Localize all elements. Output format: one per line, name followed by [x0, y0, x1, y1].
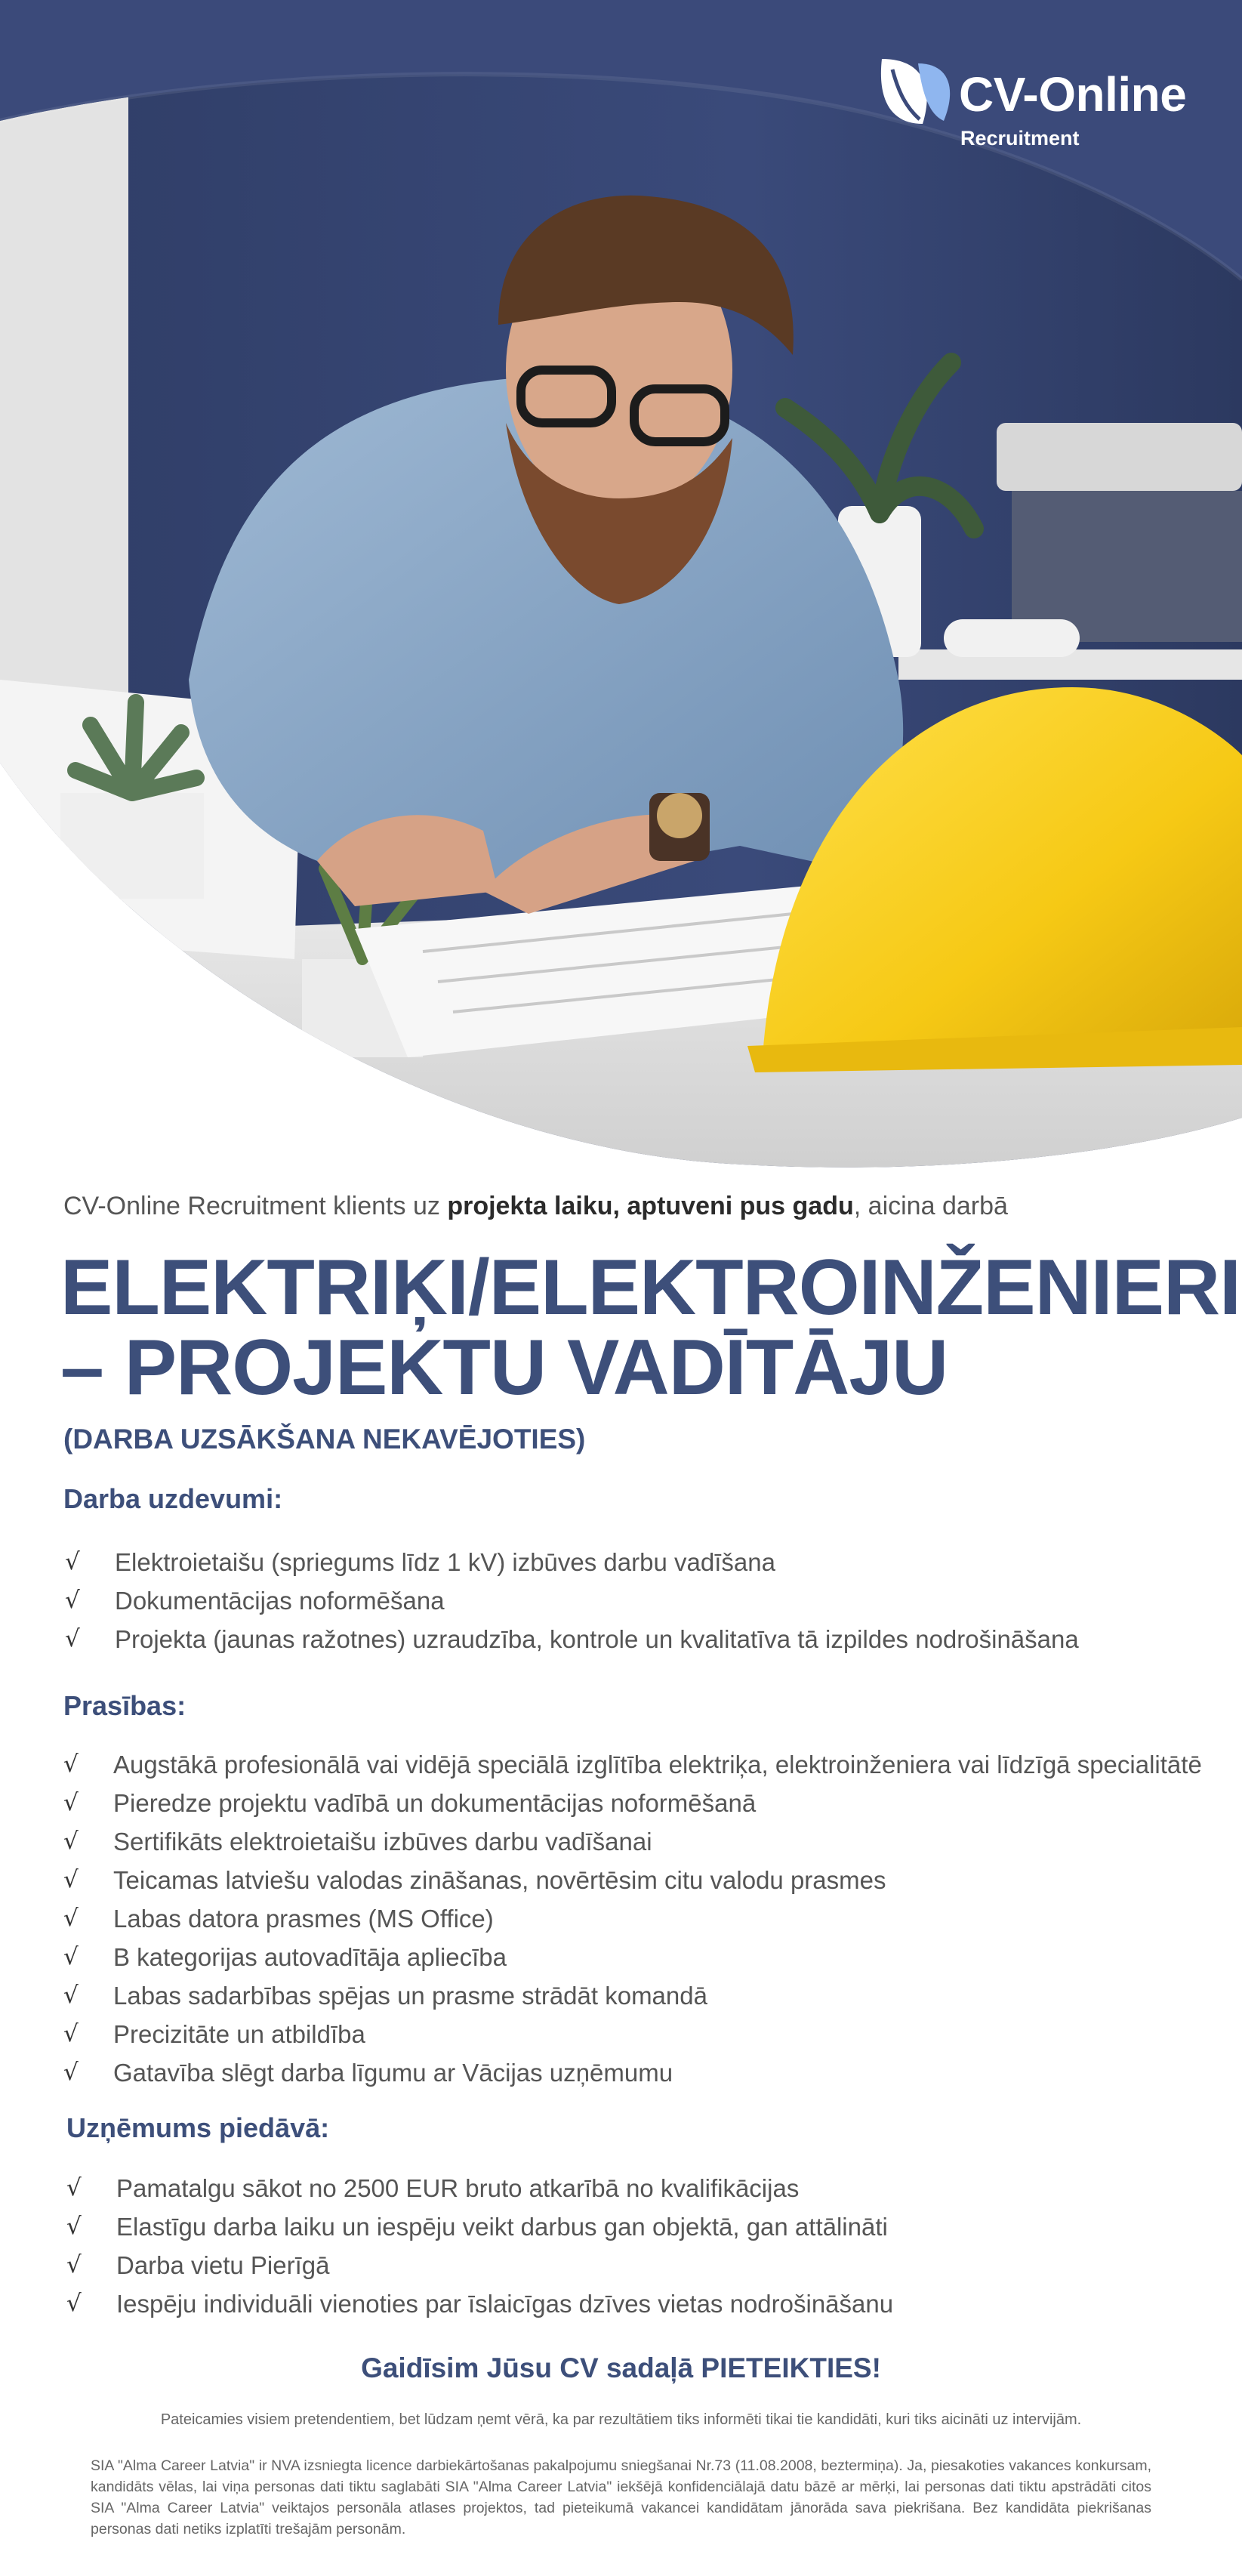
list-item [63, 1861, 1202, 1899]
list-item [63, 1822, 1202, 1861]
cv-online-logo-icon [876, 54, 957, 130]
list-item-text: Precizitāte un atbildība [113, 2020, 365, 2048]
list-item-text: Labas sadarbības spējas un prasme strādāt komandā [113, 1982, 707, 2010]
hero-photo [0, 0, 1242, 1178]
list-item [65, 1620, 1079, 1658]
list-item [66, 2207, 893, 2246]
checkmark-icon: √ [63, 2059, 79, 2086]
list-item [63, 1899, 1202, 1938]
list-item-text: Labas datora prasmes (MS Office) [113, 1905, 494, 1933]
job-subtitle: (DARBA UZSĀKŠANA NEKAVĒJOTIES) [63, 1424, 586, 1455]
list-item [65, 1581, 1079, 1620]
checkmark-icon: √ [63, 1828, 79, 1855]
list-item [63, 1938, 1202, 1976]
job-title-line-2: – PROJEKTU VADĪTĀJU [60, 1324, 948, 1411]
apply-call-to-action: Gaidīsim Jūsu CV sadaļā PIETEIKTIES! [361, 2352, 881, 2383]
checkmark-icon: √ [63, 1905, 79, 1932]
list-item [65, 1543, 1079, 1581]
list-item-text: Elastīgu darba laiku un iespēju veikt darbus gan objektā, gan attālināti [116, 2213, 888, 2241]
job-title-line-1: ELEKTRIĶI/ELEKTROINŽENIERI [60, 1244, 1240, 1331]
offer-heading: Uzņēmums piedāvā: [66, 2112, 330, 2143]
list-item-text: Elektroietaišu (spriegums līdz 1 kV) izbūves darbu vadīšana [115, 1548, 775, 1576]
checkmark-icon: √ [63, 1943, 79, 1970]
list-item [63, 1745, 1202, 1784]
checkmark-icon: √ [66, 2213, 82, 2240]
list-item [63, 2053, 1202, 2092]
checkmark-icon: √ [63, 1789, 79, 1816]
intro-text-end: , aicina darbā [853, 1192, 1008, 1220]
list-item-text: Dokumentācijas noformēšana [115, 1587, 445, 1615]
cv-online-logo [876, 54, 1193, 153]
job-title [60, 1244, 1240, 1411]
logo-name: CV-Online [959, 67, 1187, 122]
checkmark-icon: √ [63, 1982, 79, 2009]
list-item-text: Iespēju individuāli vienoties par īslaicīgas dzīves vietas nodrošināšanu [116, 2290, 894, 2318]
list-item-text: B kategorijas autovadītāja apliecība [113, 1943, 507, 1971]
list-item [63, 2015, 1202, 2053]
tasks-heading: Darba uzdevumi: [63, 1483, 283, 1514]
candidate-note: Pateicamies visiem pretendentiem, bet lūdzam ņemt vērā, ka par rezultātiem tiks informēti tikai tie kandidāti, kuri tiks aicināti uz intervijām. [160, 2411, 1082, 2428]
offer-list [66, 2169, 893, 2323]
list-item [66, 2284, 893, 2323]
checkmark-icon: √ [63, 1866, 79, 1893]
engineer-at-desk-photo [0, 0, 1242, 1178]
legal-notice: SIA "Alma Career Latvia" ir NVA izsniegta licence darbiekārtošanas pakalpojumu sniegšanai Nr.73 (11.08.2008, beztermiņa). Ja, piesakoties vakances konkursam, kandidāts vēlas, lai viņa personas dati tiktu saglabāti SIA "Alma Career Latvia" iekšējā konfidenciālajā datu bāzē ar mērķi, lai personas dati tiktu apstrādāti citos SIA "Alma Career Latvia" veiktajos personāla atlases projektos, tad pieteikumā vakancei kandidātam jānorāda sava piekrišana. Bez kandidāta piekrišanas personas dati netiks izplatīti trešajām personām. [91, 2457, 1151, 2537]
list-item-text: Teicamas latviešu valodas zināšanas, novērtēsim citu valodu prasmes [113, 1866, 886, 1894]
list-item-text: Sertifikāts elektroietaišu izbūves darbu vadīšanai [113, 1828, 652, 1856]
list-item-text: Pieredze projektu vadībā un dokumentācijas noformēšanā [113, 1789, 757, 1817]
logo-subtitle: Recruitment [960, 127, 1080, 150]
checkmark-icon: √ [65, 1548, 80, 1575]
list-item-text: Pamatalgu sākot no 2500 EUR bruto atkarībā no kvalifikācijas [116, 2174, 800, 2202]
checkmark-icon: √ [65, 1587, 80, 1614]
list-item-text: Augstākā profesionālā vai vidējā speciālā izglītība elektriķa, elektroinženiera vai līdzīgā specialitātē [113, 1751, 1202, 1779]
intro-line [63, 1192, 1008, 1221]
list-item [63, 1976, 1202, 2015]
requirements-heading: Prasības: [63, 1690, 186, 1721]
list-item-text: Gatavība slēgt darba līgumu ar Vācijas uzņēmumu [113, 2059, 673, 2087]
list-item [66, 2169, 893, 2207]
list-item-text: Projekta (jaunas ražotnes) uzraudzība, kontrole un kvalitatīva tā izpildes nodrošināšana [115, 1625, 1079, 1653]
tasks-list [65, 1543, 1079, 1658]
checkmark-icon: √ [66, 2290, 82, 2317]
requirements-list [63, 1745, 1202, 2092]
checkmark-icon: √ [66, 2251, 82, 2278]
list-item [66, 2246, 893, 2284]
list-item-text: Darba vietu Pierīgā [116, 2251, 330, 2279]
checkmark-icon: √ [65, 1625, 80, 1652]
list-item [63, 1784, 1202, 1822]
checkmark-icon: √ [63, 2020, 79, 2047]
checkmark-icon: √ [63, 1751, 79, 1778]
intro-text-bold: projekta laiku, aptuveni pus gadu [447, 1192, 854, 1220]
intro-text-start: CV-Online Recruitment klients uz [63, 1192, 448, 1220]
checkmark-icon: √ [66, 2174, 82, 2201]
